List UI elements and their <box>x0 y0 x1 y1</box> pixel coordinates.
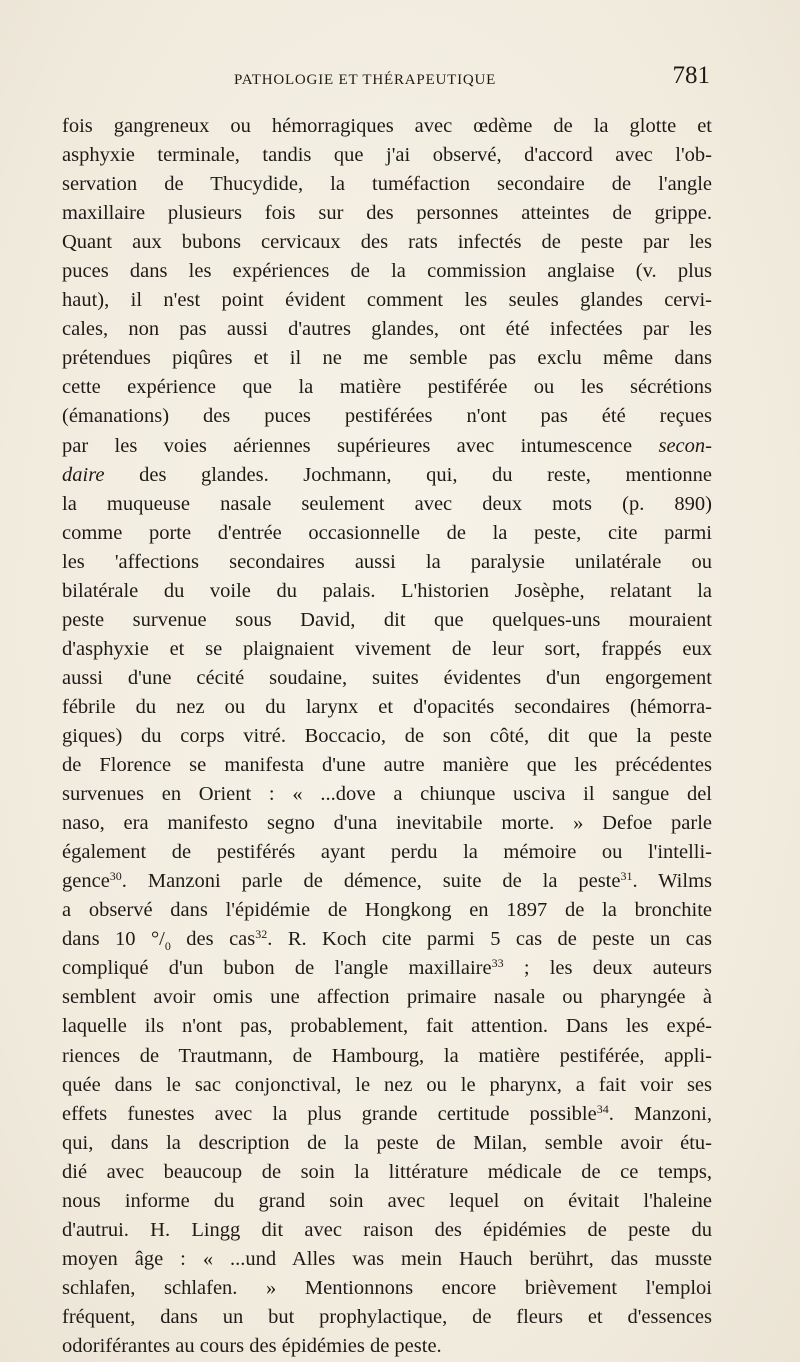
text-run: . Manzoni, <box>608 1102 712 1125</box>
text-line: puces dans les expériences de la commission anglaise (v. plus <box>62 260 712 283</box>
running-head: PATHOLOGIE ET THÉRAPEUTIQUE <box>234 72 497 88</box>
italic-word: daire <box>62 463 105 486</box>
text-line: moyen âge : « ...und Alles was mein Hauch berührt, das musste <box>62 1247 712 1270</box>
text-run: . Manzoni parle de démence, suite de la peste <box>121 870 621 893</box>
text-line: d'asphyxie et se plaignaient vivement de leur sort, frappés eux <box>62 637 712 660</box>
text-line: riences de Trautmann, de Hambourg, la matière pestiférée, appli- <box>62 1044 712 1067</box>
text-run: . R. Koch cite parmi 5 cas de peste un cas <box>267 928 712 951</box>
text-line: comme porte d'entrée occasionnelle de la peste, cite parmi <box>62 521 712 544</box>
text-line: (émanations) des puces pestiférées n'ont pas été reçues <box>62 405 712 428</box>
text-line: Quant aux bubons cervicaux des rats infectés de peste par les <box>62 231 712 254</box>
text-line: dié avec beaucoup de soin la littérature médicale de ce temps, <box>62 1160 712 1183</box>
text-line: fébrile du nez ou du larynx et d'opacités secondaires (hémorra- <box>62 695 712 718</box>
text-line: la muqueuse nasale seulement avec deux mots (p. 890) <box>62 492 712 515</box>
text-line: odoriférantes au cours des épidémies de peste. <box>62 1334 442 1357</box>
text-line <box>62 925 712 954</box>
page-header <box>62 62 712 102</box>
text-run: par les voies aériennes supérieures avec intumescence <box>62 434 633 457</box>
text-line: les 'affections secondaires aussi la paralysie unilatérale ou <box>62 550 712 573</box>
text-line: haut), il n'est point évident comment les seules glandes cervi- <box>62 289 712 312</box>
text-line: survenues en Orient : « ...dove a chiunque usciva il sangue del <box>62 783 712 806</box>
text-line: servation de Thucydide, la tuméfaction secondaire de l'angle <box>62 173 712 196</box>
text-line: cales, non pas aussi d'autres glandes, ont été infectées par les <box>62 318 712 341</box>
text-line: de Florence se manifesta d'une autre manière que les précédentes <box>62 754 712 777</box>
page-number: 781 <box>672 62 710 89</box>
text-line: maxillaire plusieurs fois sur des personnes atteintes de grippe. <box>62 202 712 225</box>
text-line: nous informe du grand soin avec lequel on évitait l'haleine <box>62 1189 712 1212</box>
text-line: aussi d'une cécité soudaine, suites évidentes d'un engorgement <box>62 666 712 689</box>
text-line: cette expérience que la matière pestiférée ou les sécrétions <box>62 376 712 399</box>
text-line: prétendues piqûres et il ne me semble pas exclu même dans <box>62 347 712 370</box>
text-run: des glandes. Jochmann, qui, du reste, mentionne <box>139 463 713 486</box>
text-run: dans 10 °/ <box>62 928 165 951</box>
footnote-ref: 32 <box>255 927 268 942</box>
text-line: asphyxie terminale, tandis que j'ai observé, d'accord avec l'ob- <box>62 144 712 167</box>
text-line <box>62 461 712 490</box>
text-line: peste survenue sous David, dit que quelques-uns mouraient <box>62 608 712 631</box>
text-run: ; les deux auteurs <box>503 957 713 980</box>
text-line: a observé dans l'épidémie de Hongkong en 1897 de la bronchite <box>62 899 712 922</box>
text-run: compliqué d'un bubon de l'angle maxillaire <box>62 957 492 980</box>
text-line: qui, dans la description de la peste de Milan, semble avoir étu- <box>62 1131 712 1154</box>
footnote-ref: 30 <box>109 869 122 884</box>
text-line: bilatérale du voile du palais. L'historien Josèphe, relatant la <box>62 579 712 602</box>
text-line: fois gangreneux ou hémorragiques avec œdème de la glotte et <box>62 115 712 137</box>
text-line: fréquent, dans un but prophylactique, de fleurs et d'essences <box>62 1305 712 1328</box>
text-line: semblent avoir omis une affection primaire nasale ou pharyngée à <box>62 986 712 1009</box>
footnote-ref: 31 <box>620 869 633 884</box>
text-line: laquelle ils n'ont pas, probablement, fait attention. Dans les expé- <box>62 1015 712 1038</box>
text-line <box>62 432 712 461</box>
body-text <box>62 112 712 1361</box>
text-line: giques) du corps vitré. Boccacio, de son côté, dit que la peste <box>62 724 712 747</box>
text-line <box>62 1100 712 1129</box>
text-line <box>62 954 712 983</box>
text-run: des cas <box>170 928 256 951</box>
footnote-ref: 34 <box>596 1101 609 1116</box>
text-line: d'autrui. H. Lingg dit avec raison des épidémies de peste du <box>62 1218 712 1241</box>
text-run: effets funestes avec la plus grande certitude possible <box>62 1102 597 1125</box>
text-line: quée dans le sac conjonctival, le nez ou le pharynx, a fait voir ses <box>62 1073 712 1096</box>
footnote-ref: 33 <box>491 956 504 971</box>
text-line: naso, era manifesto segno d'una inevitabile morte. » Defoe parle <box>62 812 712 835</box>
text-line <box>62 867 712 896</box>
text-line: schlafen, schlafen. » Mentionnons encore brièvement l'emploi <box>62 1276 712 1299</box>
text-line: également de pestiférés ayant perdu la mémoire ou l'intelli- <box>62 841 712 864</box>
text-run: . Wilms <box>632 870 712 893</box>
italic-word: secon- <box>658 434 712 457</box>
subscript: 0 <box>164 939 171 954</box>
text-run: gence <box>62 870 110 893</box>
